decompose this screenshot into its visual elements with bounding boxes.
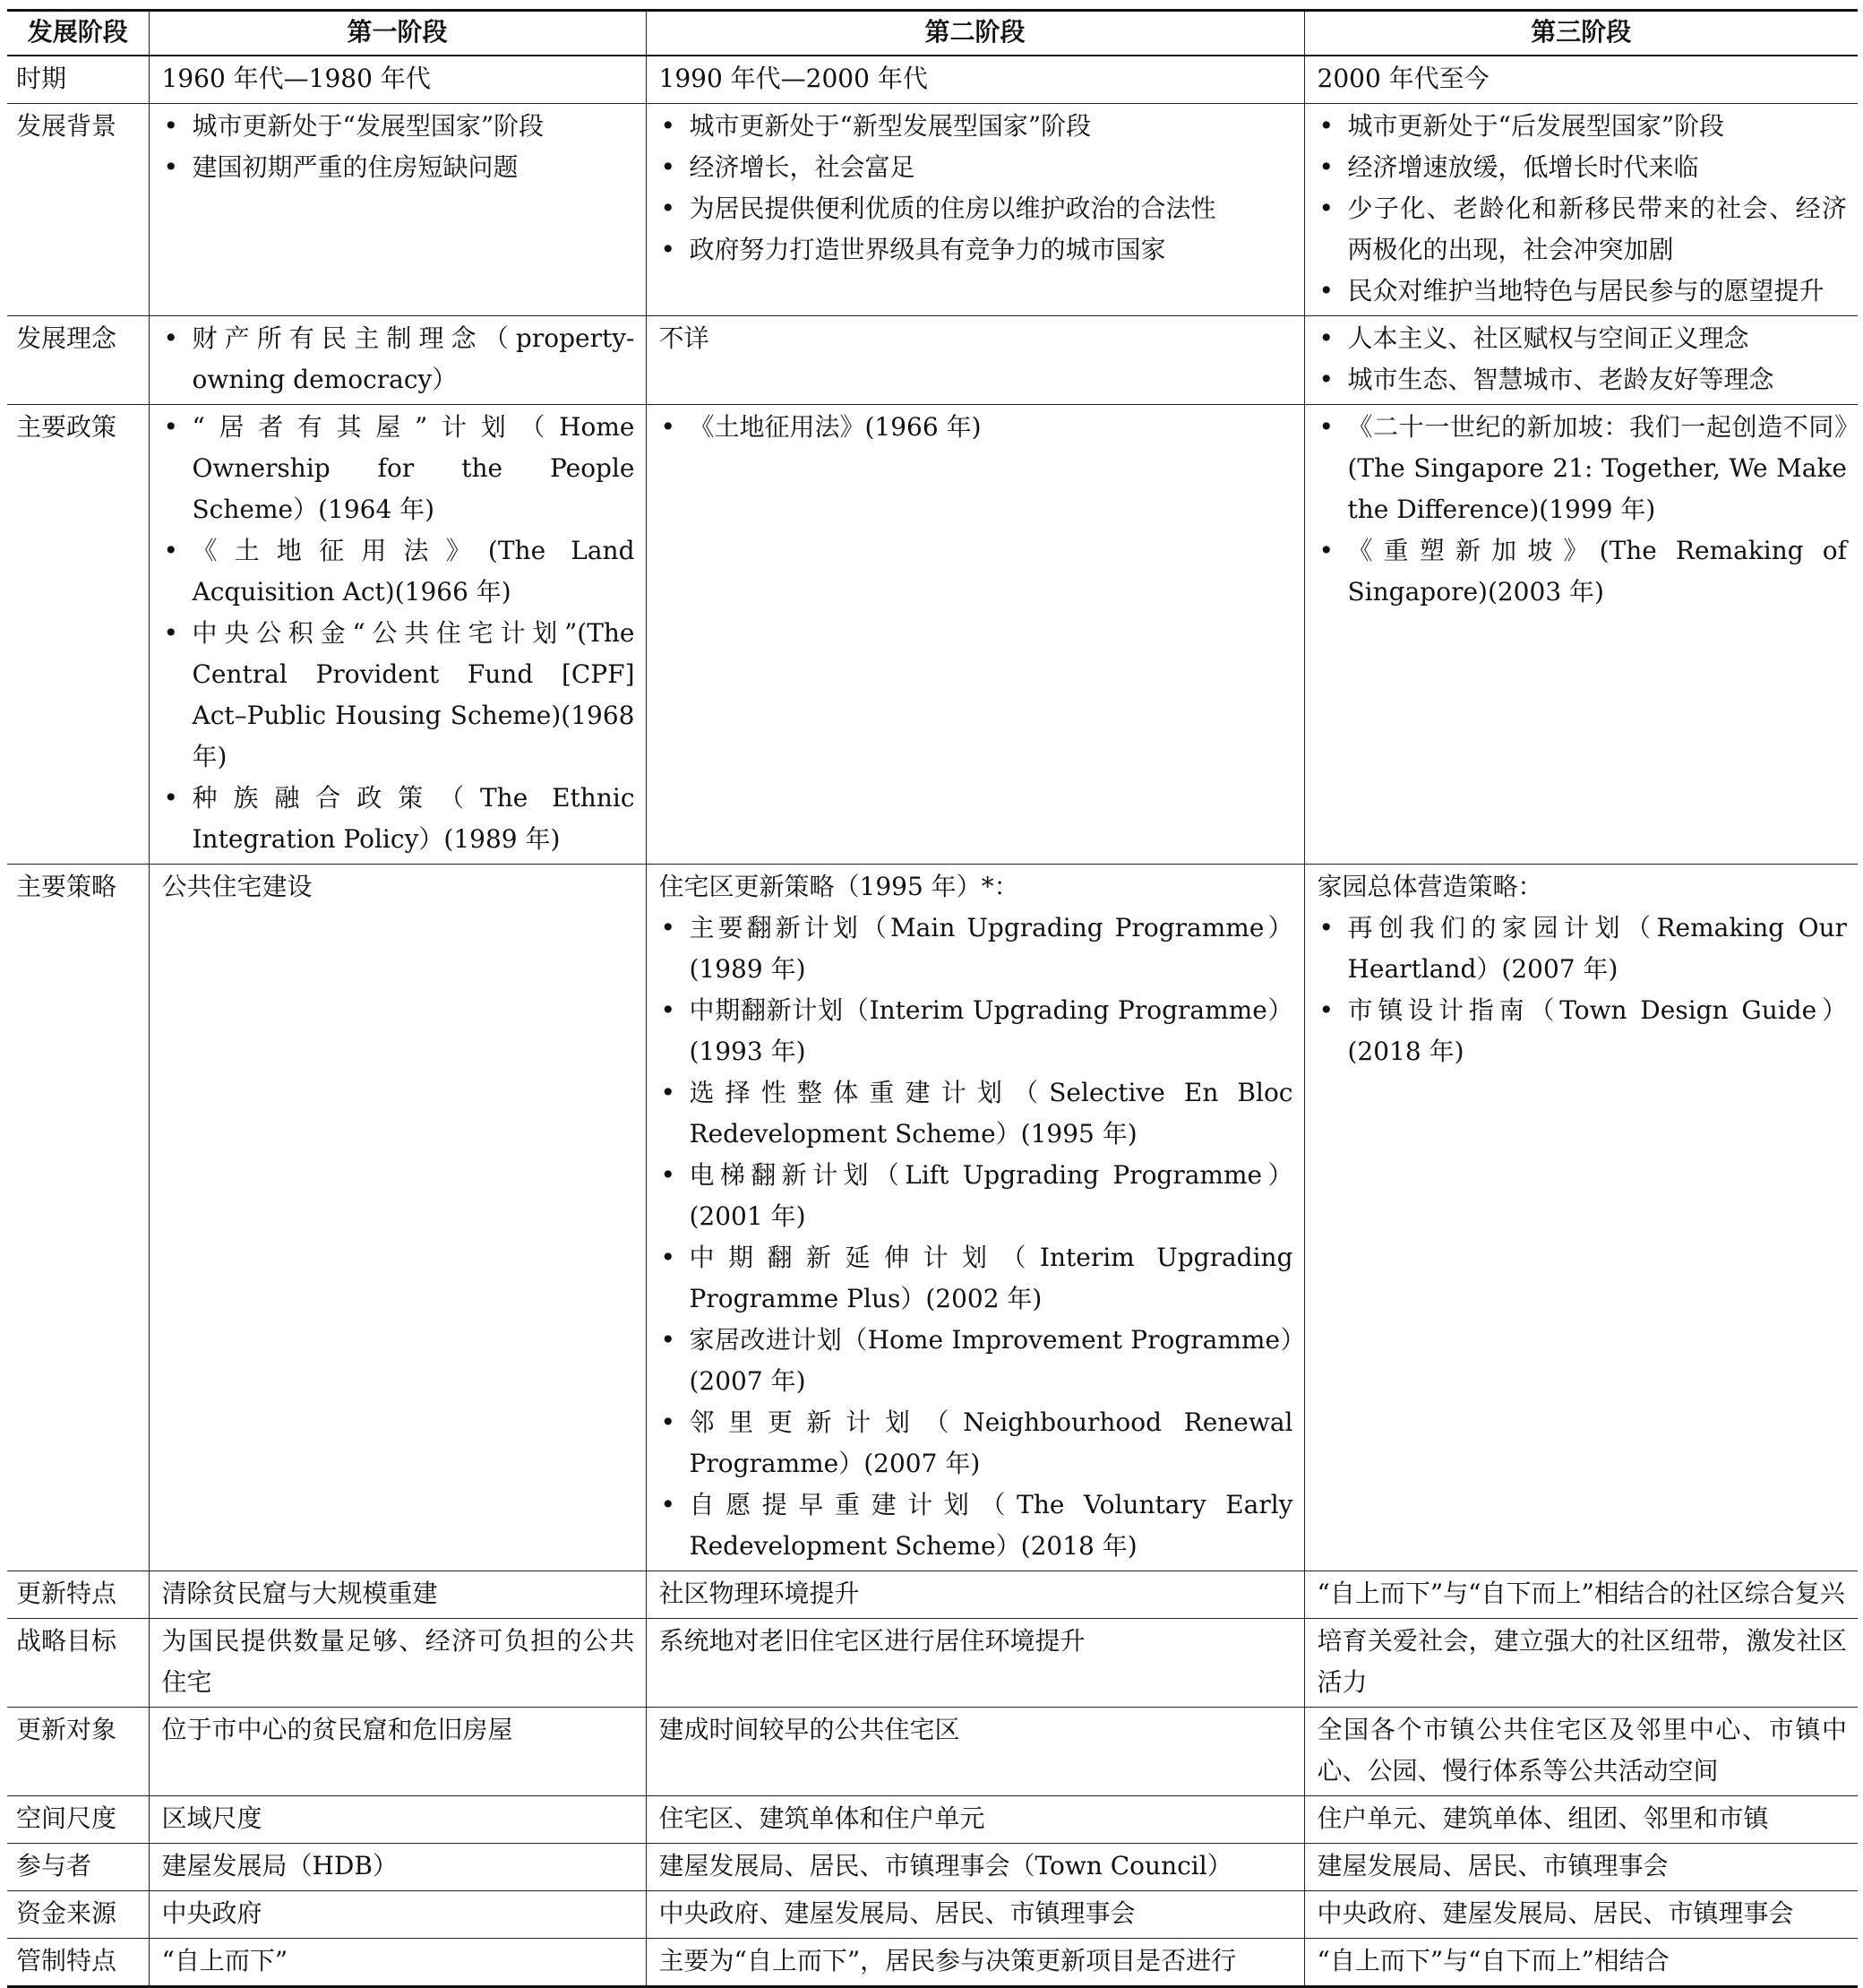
cell-c2 [646, 1619, 1304, 1708]
cell-c1 [149, 1844, 646, 1891]
bullet-list [659, 407, 1293, 448]
bullet-icon: • [660, 1407, 676, 1437]
row-label: 发展背景 [7, 104, 149, 316]
bullet-icon: • [1318, 276, 1335, 306]
bullet-icon: • [660, 1243, 676, 1272]
list-item [1318, 271, 1848, 312]
bullet-icon: • [660, 1160, 676, 1190]
cell-c1 [149, 104, 646, 316]
cell-c2 [646, 865, 1304, 1571]
cell-c1 [149, 56, 646, 104]
list-item-text: 《重塑新加坡》(The Remaking of Singapore)(2003 年) [1347, 536, 1847, 607]
cell-text: “自上而下”与“自下而上”相结合 [1317, 1946, 1670, 1975]
row-label: 资金来源 [7, 1891, 149, 1939]
list-item [659, 1072, 1293, 1155]
bullet-icon: • [660, 194, 676, 223]
cell-text: 位于市中心的贫民窟和危旧房屋 [161, 1715, 513, 1744]
list-item-text: 经济增长，社会富足 [689, 152, 915, 182]
cell-c1 [149, 1708, 646, 1796]
list-item-text: 自愿提早重建计划（The Voluntary Early Redevelopment Scheme）(2018 年) [689, 1490, 1293, 1561]
row-label: 更新特点 [7, 1571, 149, 1619]
list-item-text: 选择性整体重建计划（Selective En Bloc Redevelopment Scheme）(1995 年) [689, 1078, 1293, 1149]
list-item-text: 建国初期严重的住房短缺问题 [192, 152, 519, 182]
list-item [1318, 908, 1848, 990]
table-body [7, 56, 1858, 1987]
cell-text: 建屋发展局、居民、市镇理事会（Town Council） [658, 1851, 1232, 1880]
cell-c1 [149, 1796, 646, 1844]
bullet-icon: • [1318, 536, 1335, 565]
bullet-icon: • [660, 111, 676, 141]
list-item-text: “居者有其屋”计划（Home Ownership for the People Scheme）(1964 年) [192, 412, 635, 524]
list-item-text: 再创我们的家园计划（Remaking Our Heartland）(2007 年) [1347, 913, 1847, 984]
cell-c3 [1304, 405, 1858, 865]
cell-c3 [1304, 1939, 1858, 1987]
list-item [162, 613, 635, 778]
cell-c3 [1304, 865, 1858, 1571]
list-item-text: 市镇设计指南（Town Design Guide）(2018 年) [1347, 995, 1847, 1066]
list-item-text: 《土地征用法》(1966 年) [689, 412, 982, 442]
list-item [1318, 188, 1848, 271]
list-item [659, 1155, 1293, 1237]
list-item-text: 城市生态、智慧城市、老龄友好等理念 [1347, 365, 1774, 394]
list-item-text: 主要翻新计划（Main Upgrading Programme）(1989 年) [689, 913, 1293, 984]
cell-text: 系统地对老旧住宅区进行居住环境提升 [658, 1626, 1086, 1656]
header-stage-1: 第一阶段 [149, 11, 646, 56]
list-item [162, 778, 635, 860]
row-label: 时期 [7, 56, 149, 104]
list-item-text: 城市更新处于“新型发展型国家”阶段 [689, 111, 1092, 141]
row-label: 发展理念 [7, 316, 149, 405]
row-label: 主要政策 [7, 405, 149, 865]
list-item [1318, 359, 1848, 400]
list-item [659, 1320, 1293, 1402]
bullet-icon: • [163, 323, 179, 353]
list-item [162, 318, 635, 400]
list-item [659, 908, 1293, 990]
table-row [7, 1571, 1858, 1619]
bullet-icon: • [163, 412, 179, 442]
table-row [7, 104, 1858, 316]
cell-c3 [1304, 1796, 1858, 1844]
cell-c1 [149, 1891, 646, 1939]
cell-c2 [646, 1844, 1304, 1891]
cell-c1 [149, 405, 646, 865]
list-item-text: 民众对维护当地特色与居民参与的愿望提升 [1347, 276, 1824, 306]
list-item [659, 1485, 1293, 1567]
table-row [7, 1891, 1858, 1939]
cell-text: 不详 [658, 323, 709, 353]
cell-text: 1960 年代—1980 年代 [161, 64, 431, 93]
list-item [162, 530, 635, 613]
cell-c3 [1304, 104, 1858, 316]
cell-intro: 家园总体营造策略： [1317, 872, 1543, 901]
header-row [7, 11, 1858, 56]
list-item-text: 《二十一世纪的新加坡：我们一起创造不同》(The Singapore 21: Together, We Make the Difference)(1999 年) [1347, 412, 1847, 524]
bullet-list [1318, 908, 1848, 1072]
cell-c3 [1304, 1571, 1858, 1619]
list-item [659, 990, 1293, 1072]
list-item-text: 政府努力打造世界级具有竞争力的城市国家 [689, 235, 1166, 264]
bullet-icon: • [660, 1490, 676, 1519]
row-label: 空间尺度 [7, 1796, 149, 1844]
cell-text: 2000 年代至今 [1317, 64, 1490, 93]
bullet-list [162, 106, 635, 188]
cell-c2 [646, 405, 1304, 865]
cell-c3 [1304, 1891, 1858, 1939]
bullet-icon: • [163, 152, 179, 182]
list-item [1318, 106, 1848, 147]
bullet-icon: • [1318, 194, 1335, 223]
bullet-icon: • [660, 152, 676, 182]
cell-c3 [1304, 1844, 1858, 1891]
cell-c2 [646, 1939, 1304, 1987]
list-item [659, 229, 1293, 271]
bullet-list [1318, 318, 1848, 400]
bullet-icon: • [660, 412, 676, 442]
bullet-icon: • [163, 618, 179, 648]
cell-text: 清除贫民窟与大规模重建 [161, 1579, 438, 1608]
row-label: 更新对象 [7, 1708, 149, 1796]
bullet-icon: • [660, 1325, 676, 1355]
bullet-icon: • [163, 111, 179, 141]
cell-c2 [646, 1891, 1304, 1939]
development-stages-table [7, 9, 1858, 1988]
cell-intro: 住宅区更新策略（1995 年）*： [658, 872, 1019, 901]
bullet-list [659, 106, 1293, 271]
cell-c3 [1304, 1619, 1858, 1708]
cell-c1 [149, 1619, 646, 1708]
row-label: 战略目标 [7, 1619, 149, 1708]
row-label: 主要策略 [7, 865, 149, 1571]
bullet-list [162, 318, 635, 400]
cell-text: 公共住宅建设 [161, 872, 313, 901]
cell-c3 [1304, 316, 1858, 405]
cell-text: 住户单元、建筑单体、组团、邻里和市镇 [1317, 1803, 1769, 1833]
cell-text: “自上而下” [161, 1946, 288, 1975]
list-item [659, 188, 1293, 229]
list-item-text: 城市更新处于“后发展型国家”阶段 [1347, 111, 1725, 141]
list-item-text: 电梯翻新计划（Lift Upgrading Programme）(2001 年) [689, 1160, 1293, 1231]
bullet-list [162, 407, 635, 860]
cell-c2 [646, 1571, 1304, 1619]
list-item [659, 1402, 1293, 1485]
cell-c1 [149, 316, 646, 405]
list-item-text: 家居改进计划（Home Improvement Programme）(2007 年) [689, 1325, 1293, 1396]
cell-text: 中央政府、建屋发展局、居民、市镇理事会 [658, 1898, 1136, 1928]
cell-text: 社区物理环境提升 [658, 1579, 860, 1608]
cell-text: 主要为“自上而下”，居民参与决策更新项目是否进行 [658, 1946, 1237, 1975]
header-stage-3: 第三阶段 [1304, 11, 1858, 56]
cell-c1 [149, 1571, 646, 1619]
bullet-icon: • [1318, 111, 1335, 141]
list-item [1318, 530, 1848, 613]
cell-c1 [149, 865, 646, 1571]
list-item-text: 城市更新处于“发展型国家”阶段 [192, 111, 545, 141]
list-item [1318, 147, 1848, 188]
list-item-text: 中期翻新计划（Interim Upgrading Programme）(1993 年) [689, 995, 1293, 1066]
bullet-icon: • [1318, 995, 1335, 1025]
cell-c1 [149, 1939, 646, 1987]
cell-c3 [1304, 1708, 1858, 1796]
bullet-icon: • [660, 1078, 676, 1107]
row-label: 参与者 [7, 1844, 149, 1891]
bullet-icon: • [660, 235, 676, 264]
bullet-icon: • [1318, 412, 1335, 442]
bullet-icon: • [1318, 323, 1335, 353]
bullet-icon: • [163, 783, 179, 813]
list-item [162, 407, 635, 530]
list-item [162, 147, 635, 188]
bullet-icon: • [163, 536, 179, 565]
list-item [1318, 990, 1848, 1072]
list-item [162, 106, 635, 147]
cell-c2 [646, 104, 1304, 316]
table-row [7, 1619, 1858, 1708]
list-item-text: 少子化、老龄化和新移民带来的社会、经济两极化的出现，社会冲突加剧 [1347, 194, 1847, 264]
list-item [659, 1237, 1293, 1320]
cell-text: “自上而下”与“自下而上”相结合的社区综合复兴 [1317, 1579, 1845, 1608]
list-item [659, 147, 1293, 188]
cell-c2 [646, 316, 1304, 405]
cell-text: 建屋发展局、居民、市镇理事会 [1317, 1851, 1669, 1880]
bullet-icon: • [1318, 365, 1335, 394]
cell-c2 [646, 1796, 1304, 1844]
cell-text: 1990 年代—2000 年代 [658, 64, 928, 93]
cell-text: 建成时间较早的公共住宅区 [658, 1715, 960, 1744]
list-item [1318, 407, 1848, 530]
table-row [7, 405, 1858, 865]
list-item-text: 种族融合政策（The Ethnic Integration Policy）(1989 年) [192, 783, 635, 854]
list-item-text: 财产所有民主制理念（property-owning democracy） [192, 323, 635, 394]
list-item [659, 407, 1293, 448]
cell-c2 [646, 56, 1304, 104]
table-row [7, 1708, 1858, 1796]
cell-text: 培育关爱社会，建立强大的社区纽带，激发社区活力 [1317, 1626, 1847, 1697]
list-item-text: 人本主义、社区赋权与空间正义理念 [1347, 323, 1749, 353]
cell-text: 区域尺度 [161, 1803, 262, 1833]
list-item-text: 经济增速放缓，低增长时代来临 [1347, 152, 1699, 182]
bullet-icon: • [660, 913, 676, 942]
header-stage: 发展阶段 [7, 11, 149, 56]
list-item [1318, 318, 1848, 359]
bullet-list [1318, 106, 1848, 312]
table-row [7, 1939, 1858, 1987]
list-item-text: 邻里更新计划（Neighbourhood Renewal Programme）(2007 年) [689, 1407, 1293, 1478]
list-item-text: 《土地征用法》(The Land Acquisition Act)(1966 年) [192, 536, 635, 607]
table-row [7, 865, 1858, 1571]
bullet-list [659, 908, 1293, 1567]
cell-text: 为国民提供数量足够、经济可负担的公共住宅 [161, 1626, 635, 1697]
bullet-icon: • [1318, 152, 1335, 182]
cell-text: 全国各个市镇公共住宅区及邻里中心、市镇中心、公园、慢行体系等公共活动空间 [1317, 1715, 1847, 1786]
cell-c3 [1304, 56, 1858, 104]
list-item-text: 中期翻新延伸计划（Interim Upgrading Programme Plus）(2002 年) [689, 1243, 1293, 1313]
cell-text: 中央政府 [161, 1898, 262, 1928]
bullet-icon: • [1318, 913, 1335, 942]
table-row [7, 1796, 1858, 1844]
table-row [7, 1844, 1858, 1891]
cell-text: 住宅区、建筑单体和住户单元 [658, 1803, 985, 1833]
bullet-icon: • [660, 995, 676, 1025]
table-row [7, 56, 1858, 104]
list-item [659, 106, 1293, 147]
cell-text: 中央政府、建屋发展局、居民、市镇理事会 [1317, 1898, 1794, 1928]
list-item-text: 中央公积金“公共住宅计划”(The Central Provident Fund [CPF] Act–Public Housing Scheme)(1968 年) [192, 618, 635, 771]
list-item-text: 为居民提供便利优质的住房以维护政治的合法性 [689, 194, 1216, 223]
header-stage-2: 第二阶段 [646, 11, 1304, 56]
row-label: 管制特点 [7, 1939, 149, 1987]
bullet-list [1318, 407, 1848, 613]
table-row [7, 316, 1858, 405]
cell-text: 建屋发展局（HDB） [161, 1851, 398, 1880]
cell-c2 [646, 1708, 1304, 1796]
